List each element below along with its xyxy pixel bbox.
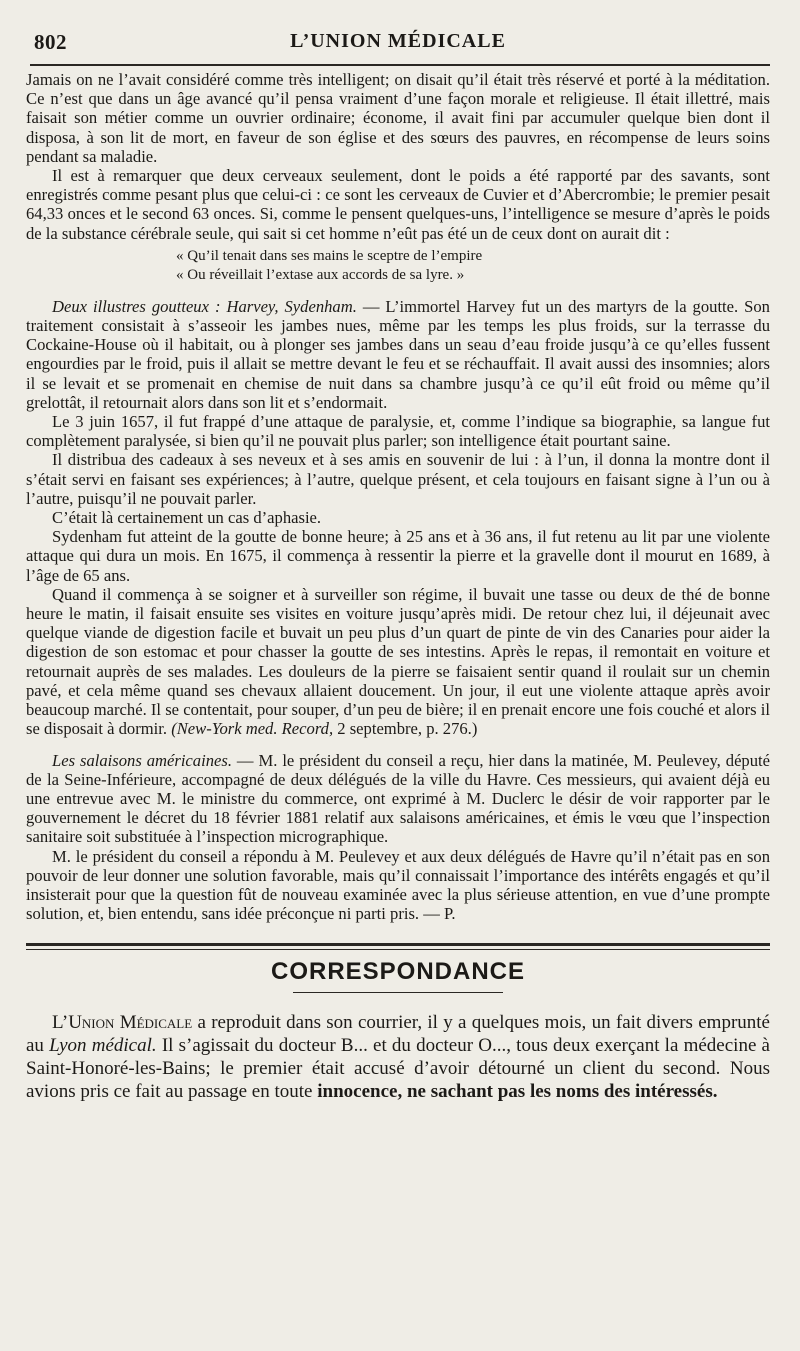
paragraph-sydenham-1: Sydenham fut atteint de la goutte de bonne heure; à 25 ans et à 36 ans, il fut retenu au lit par une violente attaque qui dura un mois. En 1675, il commença à ressentir la pierre et la gravelle dont il mourut en 1689, à l’âge de 65 ans. xyxy=(26,527,770,585)
paragraph-sydenham-2 xyxy=(26,585,770,739)
correspondance-text-2: Il s’agissait du docteur B... et du docteur O..., tous deux exerçant la médecine à Saint-Honoré-les-Bains; le premier était accusé d’avoir détourné un client du second. Nous avions pris ce fait au passage en toute xyxy=(26,1035,770,1103)
paragraph-salaisons xyxy=(26,751,770,847)
heading-rule xyxy=(293,992,503,993)
verse-quote xyxy=(26,247,770,285)
header-rule xyxy=(30,64,770,66)
sydenham-source: (New-York med. Record, xyxy=(171,719,334,739)
paragraph-harvey-3: Il distribua des cadeaux à ses neveux et à ses amis en souvenir de lui : à l’un, il donna la montre dont il s’était servi en faisant ses expériences; à l’autre, quelque présent, et cela toujours en faisant signe à l’un ou à l’autre, puisqu’il ne pouvait parler. xyxy=(26,450,770,508)
running-head: L’UNION MÉDICALE xyxy=(290,30,506,52)
page-content xyxy=(26,70,770,1103)
page-number: 802 xyxy=(34,30,67,54)
page-header xyxy=(26,0,770,58)
section-title-salaisons: Les salaisons américaines. xyxy=(52,750,232,770)
source-journal: Lyon médical. xyxy=(49,1035,157,1057)
harvey-text: — L’immortel Harvey fut un des martyrs de la goutte. Son traitement consistait à s’asseoir les jambes nues, même par les temps les plus froids, sur la terrasse du Cockaine-House où il habitait, ou à plonger ses jambes dans un seau d’eau froide jusqu’à ce qu’elles fussent engourdies par le froid, puis il allait se mettre devant le feu et se réchauffait. Il avait aussi des insomnies; alors il se levait et se promenait en chemise de nuit dans sa chambre jusqu’à ce qu’il eût froid ou même qu’il grelottât, il retournait alors dans son lit et s’endormait. xyxy=(26,296,770,412)
paragraph-harvey xyxy=(26,297,770,412)
quote-line-2: « Ou réveillait l’extase aux accords de sa lyre. » xyxy=(176,266,465,283)
section-heading-correspondance: CORRESPONDANCE xyxy=(270,958,526,986)
paragraph-correspondance xyxy=(26,1011,770,1103)
paragraph-cerveaux: Il est à remarquer que deux cerveaux seulement, dont le poids a été rapporté par des savants, sont enregistrés comme pesant plus que celui-ci : ce sont les cerveaux de Cuvier et d’Abercrombie; le premier pesait 64,33 onces et le second 63 onces. Si, comme le pensent quelques-uns, l’intelligence se mesure d’après le poids de la substance cérébrale seule, qui sait si cet homme n’eût pas été un de ceux dont on aurait dit : xyxy=(26,166,770,243)
quote-line-1: « Qu’il tenait dans ses mains le sceptre de l’empire xyxy=(176,247,483,264)
correspondance-section xyxy=(26,1011,770,1103)
journal-name: L’Union Médicale xyxy=(52,1012,193,1034)
section-title-harvey: Deux illustres goutteux : Harvey, Sydenham. xyxy=(52,296,357,316)
paragraph-harvey-4: C’était là certainement un cas d’aphasie. xyxy=(52,508,322,528)
sydenham-source-end: 2 septembre, p. 276.) xyxy=(337,719,478,739)
paragraph-harvey-2: Le 3 juin 1657, il fut frappé d’une attaque de paralysie, et, comme l’indique sa biographie, sa langue fut complètement paralysée, si bien qu’il ne pouvait plus parler; son intelligence était pourtant saine. xyxy=(26,412,770,451)
paragraph-continuation: Jamais on ne l’avait considéré comme très intelligent; on disait qu’il était très réservé et porté à la méditation. Ce n’est que dans un âge avancé qu’il pensa vraiment d’une façon morale et religieuse. Il était illettré, mais faisait son métier comme un ouvrier ordinaire; économe, il avait fini par accumuler quelque bien dont il disposa, à son lit de mort, en faveur de son église et des sœurs des pauvres, en récompense de leurs soins pendant sa maladie. xyxy=(26,70,770,166)
correspondance-text-end: innocence, ne sachant pas les noms des intéressés. xyxy=(317,1081,718,1103)
section-gap xyxy=(26,739,770,751)
salaisons-text: — M. le président du conseil a reçu, hier dans la matinée, M. Peulevey, député de la Seine-Inférieure, accompagné de deux délégués de la ville du Havre. Ces messieurs, qui avaient déjà eu une entrevue avec M. le ministre du commerce, ont exprimé à M. Duclerc le désir de voir rapporter par le gouvernement le décret du 18 février 1881 relatif aux salaisons américaines, et émis le vœu que l’inspection sanitaire soit substituée à l’inspection micrographique. xyxy=(26,750,770,847)
paragraph-salaisons-2: M. le président du conseil a répondu à M. Peulevey et aux deux délégués de Havre qu’il n’était pas en son pouvoir de leur donner une solution favorable, mais qu’il connaissait l’importance des intérêts engagés et qu’il insisterait pour que la question fût de nouveau examinée avec la plus sérieuse attention, en vue d’une prompte solution, et, bien entendu, sans idée préconçue ni parti pris. — P. xyxy=(26,846,770,924)
section-divider xyxy=(26,943,770,950)
sydenham-text: Quand il commença à se soigner et à surveiller son régime, il buvait une tasse ou deux de thé de bonne heure le matin, il faisait ensuite ses visites en voiture jusqu’après midi. De retour chez lui, il déjeunait avec quelque viande de digestion facile et buvait un peu plus d’un quart de pinte de vin des Canaries pour aider la digestion de son estomac et pour chasser la goutte de ses intestins. Après le repas, il remontait en voiture et retournait auprès de ses malades. Les douleurs de la pierre se faisaient sentir quand il roulait sur un chemin pavé, et cela même quand ses chevaux allaient doucement. Un jour, il eut une violente attaque après avoir beaucoup marché. Il se contentait, pour souper, d’un peu de bière; il en prenait encore une fois couché et alors il se disposait à dormir. xyxy=(26,584,770,739)
correspondance-text-1: a reproduit dans son courrier, il y a quelques mois, un fait divers emprunté au xyxy=(26,1012,770,1057)
